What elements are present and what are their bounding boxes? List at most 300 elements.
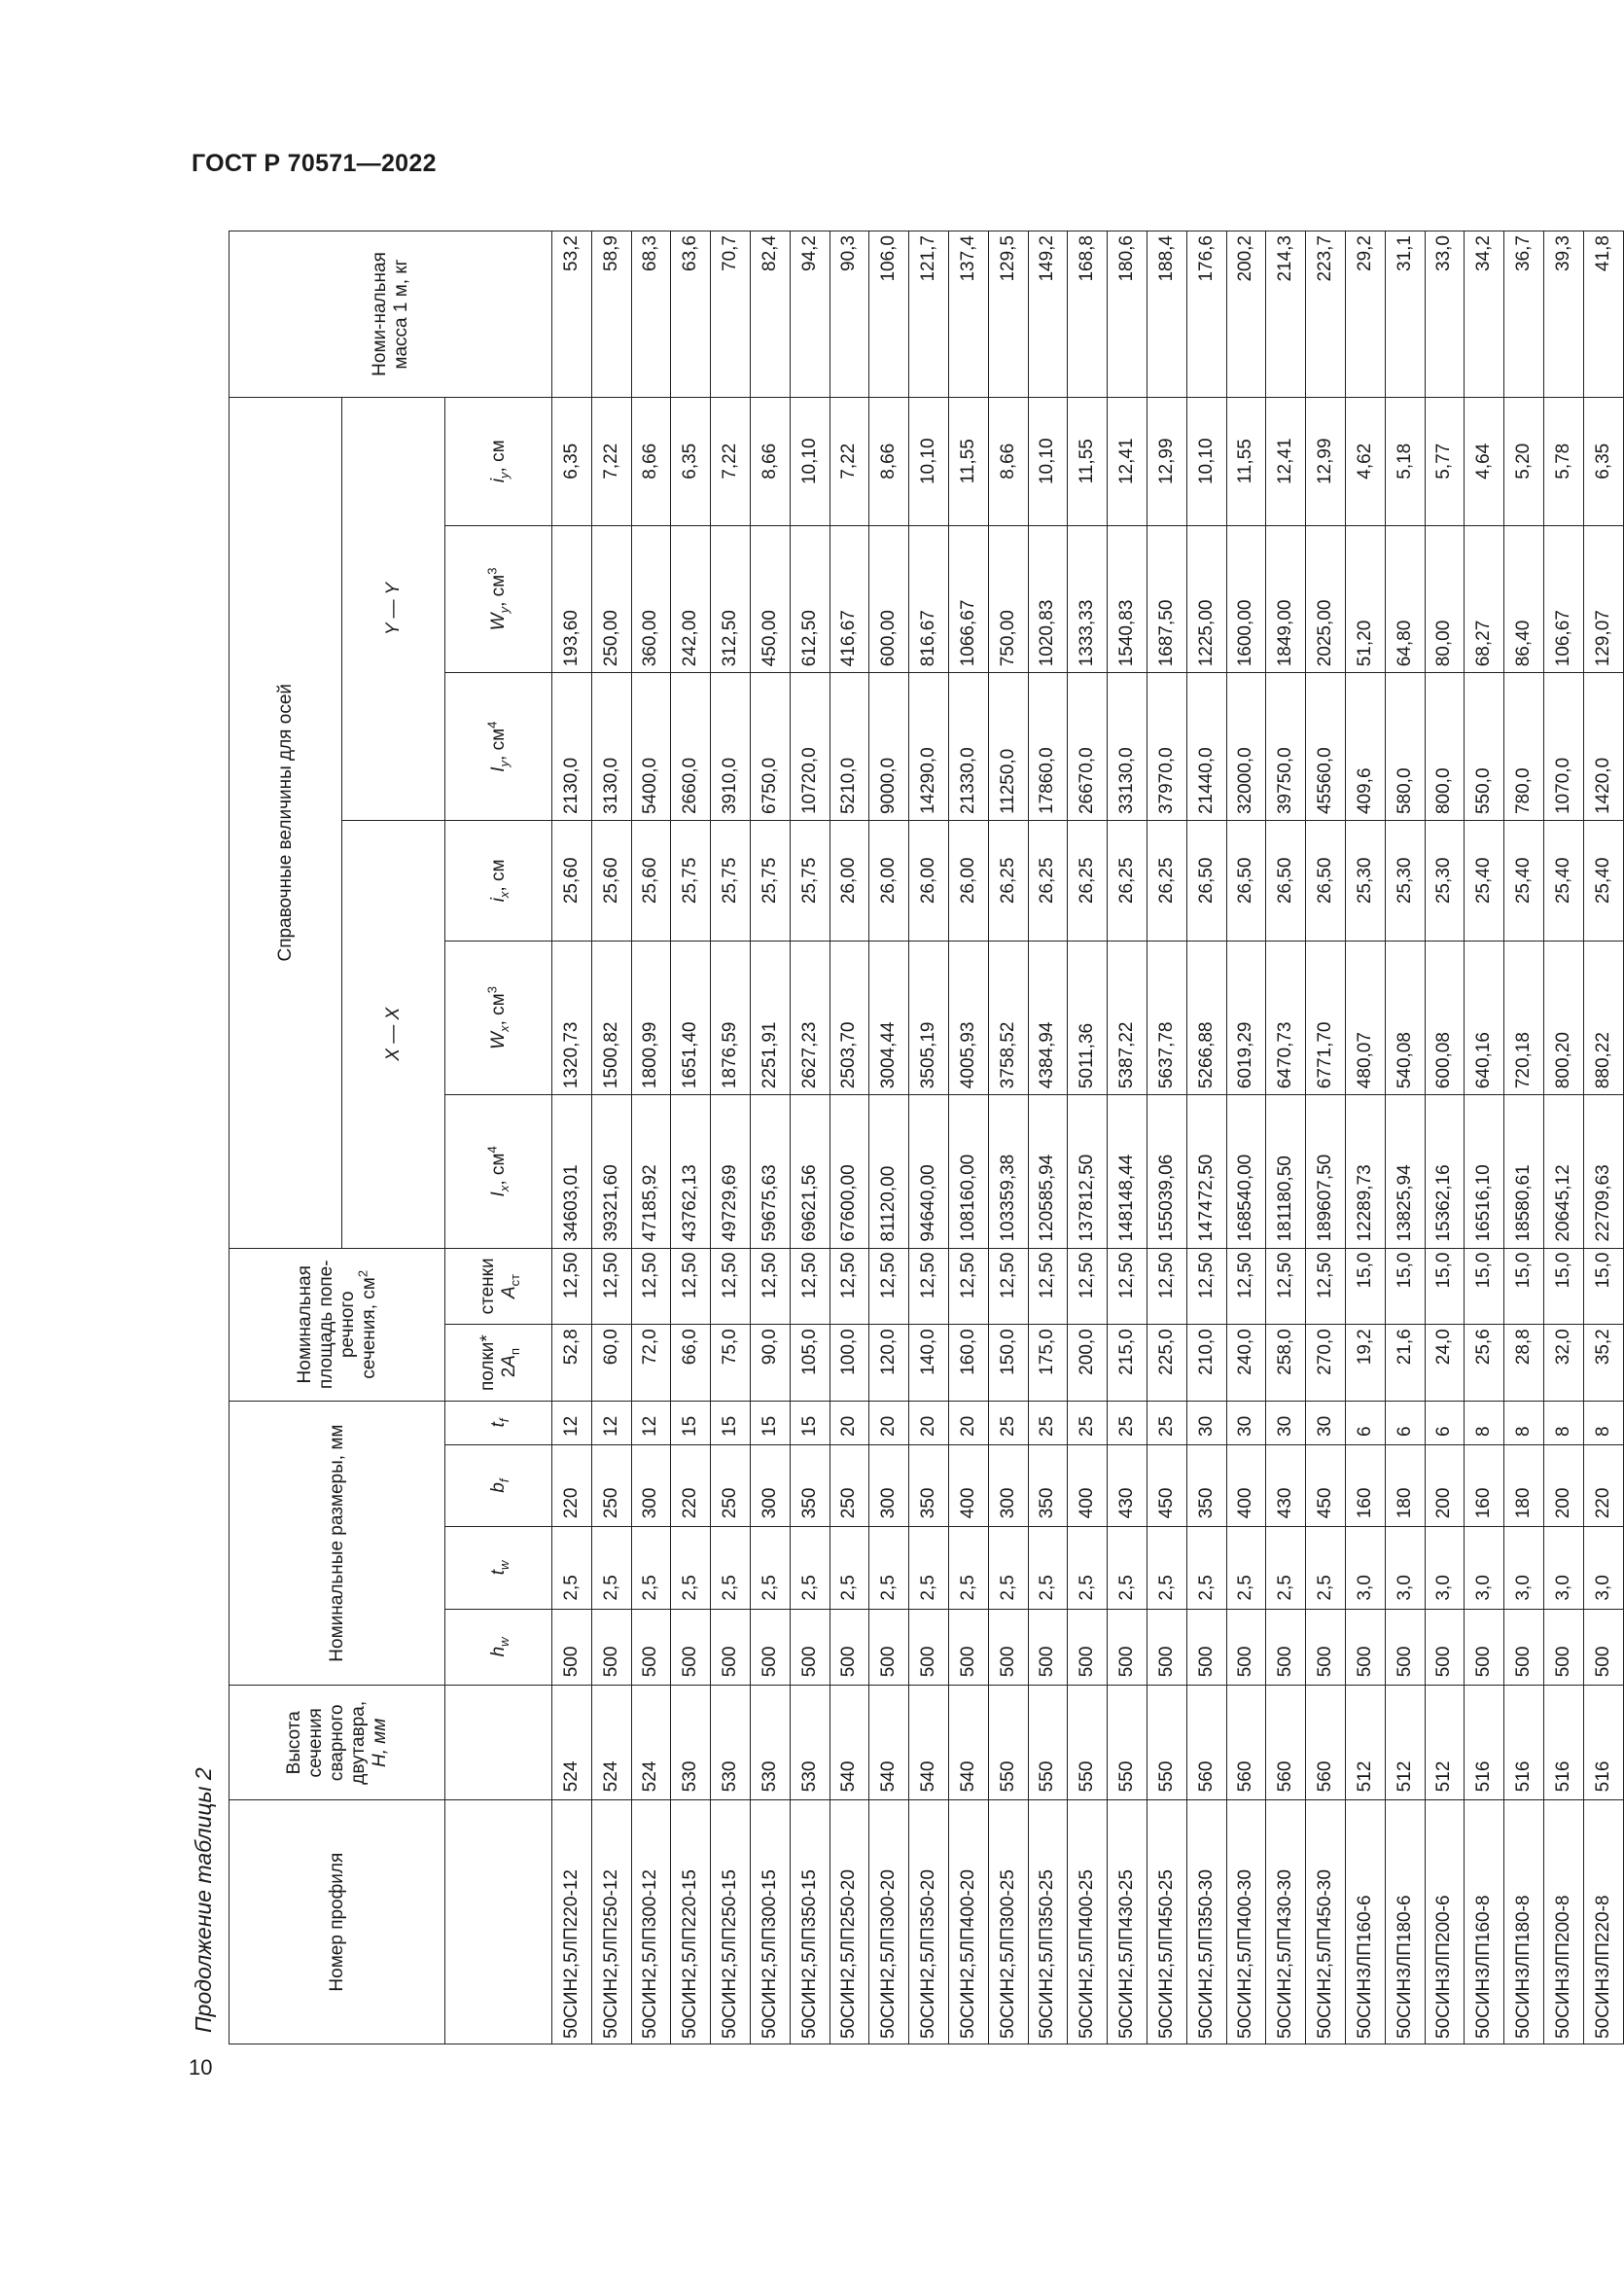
cell-section-height: 530	[750, 1686, 790, 1800]
header-axis-x: X — X	[342, 821, 445, 1249]
cell-bf: 350	[1186, 1444, 1226, 1526]
cell-wy: 750,00	[988, 525, 1028, 673]
cell-radius-y: 7,22	[830, 397, 869, 525]
cell-radius-x: 25,40	[1543, 821, 1583, 942]
cell-iy: 1070,0	[1543, 673, 1583, 821]
cell-iy: 2130,0	[552, 673, 592, 821]
cell-wx: 5011,36	[1068, 941, 1108, 1095]
cell-radius-y: 5,77	[1425, 397, 1465, 525]
table-row	[552, 231, 592, 2044]
cell-tf: 8	[1465, 1401, 1504, 1444]
cell-profile-number: 50СИН2,5ЛП430-25	[1108, 1800, 1147, 2044]
cell-radius-y: 12,99	[1147, 397, 1186, 525]
cell-iy: 17860,0	[1028, 673, 1068, 821]
cell-tw: 3,0	[1425, 1527, 1465, 1609]
cell-tf: 30	[1306, 1401, 1346, 1444]
cell-flange-area: 150,0	[988, 1325, 1028, 1402]
cell-wy: 80,00	[1425, 525, 1465, 673]
table-caption: Продолжение таблицы 2	[191, 1767, 216, 2033]
cell-tw: 2,5	[671, 1527, 711, 1609]
cell-hw: 500	[591, 1609, 631, 1686]
cell-iy: 3910,0	[711, 673, 751, 821]
cell-ix: 155039,06	[1147, 1095, 1186, 1248]
cell-hw: 500	[552, 1609, 592, 1686]
cell-radius-x: 26,25	[988, 821, 1028, 942]
cell-web-area: 15,0	[1465, 1248, 1504, 1325]
cell-wy: 106,67	[1543, 525, 1583, 673]
cell-tf: 15	[750, 1401, 790, 1444]
cell-iy: 6750,0	[750, 673, 790, 821]
cell-web-area: 12,50	[1147, 1248, 1186, 1325]
cell-radius-x: 26,25	[1147, 821, 1186, 942]
cell-flange-area: 90,0	[750, 1325, 790, 1402]
cell-tw: 2,5	[1306, 1527, 1346, 1609]
cell-profile-number: 50СИН2,5ЛП250-15	[711, 1800, 751, 2044]
cell-bf: 350	[790, 1444, 830, 1526]
cell-profile-number: 50СИН2,5ЛП220-15	[671, 1800, 711, 2044]
cell-radius-x: 25,75	[750, 821, 790, 942]
cell-ix: 20645,12	[1543, 1095, 1583, 1248]
cell-mass: 39,3	[1543, 231, 1583, 398]
cell-flange-area: 200,0	[1068, 1325, 1108, 1402]
cell-iy: 45560,0	[1306, 673, 1346, 821]
cell-radius-y: 12,41	[1266, 397, 1306, 525]
table-row	[1266, 231, 1306, 2044]
cell-tw: 2,5	[1108, 1527, 1147, 1609]
cell-tw: 2,5	[869, 1527, 909, 1609]
cell-profile-number: 50СИН2,5ЛП450-25	[1147, 1800, 1186, 2044]
cell-tf: 25	[1028, 1401, 1068, 1444]
cell-wy: 1687,50	[1147, 525, 1186, 673]
table-row	[988, 231, 1028, 2044]
cell-bf: 180	[1385, 1444, 1425, 1526]
cell-wx: 5387,22	[1108, 941, 1147, 1095]
cell-bf: 350	[909, 1444, 949, 1526]
cell-bf: 250	[830, 1444, 869, 1526]
cell-section-height: 516	[1583, 1686, 1623, 1800]
table-row	[591, 231, 631, 2044]
cell-mass: 137,4	[948, 231, 988, 398]
cell-flange-area: 75,0	[711, 1325, 751, 1402]
profile-properties-table	[229, 231, 1624, 2044]
table-row	[631, 231, 671, 2044]
cell-mass: 34,2	[1465, 231, 1504, 398]
cell-section-height: 560	[1266, 1686, 1306, 1800]
cell-wy: 1600,00	[1226, 525, 1266, 673]
cell-wx: 1800,99	[631, 941, 671, 1095]
cell-radius-x: 26,50	[1266, 821, 1306, 942]
cell-section-height: 560	[1186, 1686, 1226, 1800]
table-row	[1306, 231, 1346, 2044]
cell-profile-number: 50СИН2,5ЛП220-12	[552, 1800, 592, 2044]
cell-hw: 500	[711, 1609, 751, 1686]
cell-tf: 20	[909, 1401, 949, 1444]
cell-wx: 880,22	[1583, 941, 1623, 1095]
cell-mass: 106,0	[869, 231, 909, 398]
cell-profile-number: 50СИН2,5ЛП350-15	[790, 1800, 830, 2044]
cell-bf: 220	[552, 1444, 592, 1526]
header-tf: $t_f$	[445, 1401, 552, 1444]
cell-radius-x: 26,50	[1186, 821, 1226, 942]
cell-bf: 450	[1147, 1444, 1186, 1526]
cell-hw: 500	[631, 1609, 671, 1686]
cell-radius-y: 12,99	[1306, 397, 1346, 525]
cell-profile-number: 50СИН3ЛП200-6	[1425, 1800, 1465, 2044]
cell-tw: 3,0	[1504, 1527, 1544, 1609]
cell-flange-area: 225,0	[1147, 1325, 1186, 1402]
cell-hw: 500	[1543, 1609, 1583, 1686]
cell-mass: 82,4	[750, 231, 790, 398]
table-row	[1068, 231, 1108, 2044]
header-flange-area: полки* $2A_п$	[445, 1325, 552, 1402]
cell-section-height: 540	[948, 1686, 988, 1800]
header-radius-y: $i_y$, см	[445, 397, 552, 525]
cell-tf: 8	[1543, 1401, 1583, 1444]
cell-wy: 1333,33	[1068, 525, 1108, 673]
cell-web-area: 15,0	[1385, 1248, 1425, 1325]
cell-bf: 220	[1583, 1444, 1623, 1526]
cell-section-height: 530	[711, 1686, 751, 1800]
cell-ix: 181180,50	[1266, 1095, 1306, 1248]
cell-radius-x: 26,50	[1306, 821, 1346, 942]
cell-wy: 600,00	[869, 525, 909, 673]
table-row	[1543, 231, 1583, 2044]
cell-tw: 3,0	[1385, 1527, 1425, 1609]
cell-web-area: 12,50	[948, 1248, 988, 1325]
cell-bf: 450	[1306, 1444, 1346, 1526]
cell-radius-y: 6,35	[1583, 397, 1623, 525]
cell-section-height: 516	[1465, 1686, 1504, 1800]
cell-web-area: 12,50	[1108, 1248, 1147, 1325]
cell-tw: 3,0	[1345, 1527, 1385, 1609]
cell-iy: 11250,0	[988, 673, 1028, 821]
cell-flange-area: 240,0	[1226, 1325, 1266, 1402]
cell-hw: 500	[1028, 1609, 1068, 1686]
cell-ix: 16516,10	[1465, 1095, 1504, 1248]
cell-radius-y: 6,35	[552, 397, 592, 525]
cell-hw: 500	[1306, 1609, 1346, 1686]
cell-mass: 188,4	[1147, 231, 1186, 398]
cell-radius-x: 25,60	[552, 821, 592, 942]
cell-profile-number: 50СИН2,5ЛП350-20	[909, 1800, 949, 2044]
cell-profile-number: 50СИН2,5ЛП300-20	[869, 1800, 909, 2044]
cell-section-height: 550	[1028, 1686, 1068, 1800]
table-row	[909, 231, 949, 2044]
cell-hw: 500	[671, 1609, 711, 1686]
cell-wx: 3004,44	[869, 941, 909, 1095]
cell-wx: 2503,70	[830, 941, 869, 1095]
cell-section-height: 550	[1068, 1686, 1108, 1800]
cell-mass: 53,2	[552, 231, 592, 398]
cell-tf: 8	[1504, 1401, 1544, 1444]
cell-radius-y: 10,10	[1186, 397, 1226, 525]
cell-iy: 550,0	[1465, 673, 1504, 821]
cell-web-area: 12,50	[631, 1248, 671, 1325]
cell-mass: 58,9	[591, 231, 631, 398]
cell-wx: 800,20	[1543, 941, 1583, 1095]
cell-flange-area: 52,8	[552, 1325, 592, 1402]
cell-mass: 31,1	[1385, 231, 1425, 398]
cell-mass: 94,2	[790, 231, 830, 398]
cell-tw: 3,0	[1543, 1527, 1583, 1609]
cell-bf: 300	[869, 1444, 909, 1526]
cell-bf: 250	[591, 1444, 631, 1526]
cell-web-area: 12,50	[1028, 1248, 1068, 1325]
cell-tf: 20	[869, 1401, 909, 1444]
table-row	[1186, 231, 1226, 2044]
cell-radius-x: 25,60	[591, 821, 631, 942]
cell-tw: 2,5	[1068, 1527, 1108, 1609]
cell-profile-number: 50СИН2,5ЛП400-25	[1068, 1800, 1108, 2044]
cell-flange-area: 160,0	[948, 1325, 988, 1402]
cell-radius-x: 25,40	[1583, 821, 1623, 942]
cell-radius-y: 10,10	[1028, 397, 1068, 525]
cell-web-area: 12,50	[1068, 1248, 1108, 1325]
cell-ix: 59675,63	[750, 1095, 790, 1248]
cell-wy: 360,00	[631, 525, 671, 673]
cell-flange-area: 258,0	[1266, 1325, 1306, 1402]
cell-tw: 2,5	[830, 1527, 869, 1609]
cell-flange-area: 24,0	[1425, 1325, 1465, 1402]
cell-mass: 36,7	[1504, 231, 1544, 398]
cell-wx: 6019,29	[1226, 941, 1266, 1095]
cell-profile-number: 50СИН2,5ЛП450-30	[1306, 1800, 1346, 2044]
cell-mass: 63,6	[671, 231, 711, 398]
table-row	[1028, 231, 1068, 2044]
cell-flange-area: 270,0	[1306, 1325, 1346, 1402]
page-number: 10	[189, 2055, 213, 2079]
cell-tf: 20	[830, 1401, 869, 1444]
cell-profile-number: 50СИН2,5ЛП400-30	[1226, 1800, 1266, 2044]
table-row	[750, 231, 790, 2044]
cell-wx: 3758,52	[988, 941, 1028, 1095]
cell-wy: 68,27	[1465, 525, 1504, 673]
cell-bf: 400	[948, 1444, 988, 1526]
cell-flange-area: 25,6	[1465, 1325, 1504, 1402]
cell-wy: 1225,00	[1186, 525, 1226, 673]
cell-flange-area: 175,0	[1028, 1325, 1068, 1402]
cell-radius-y: 5,78	[1543, 397, 1583, 525]
cell-mass: 33,0	[1425, 231, 1465, 398]
table-row	[1226, 231, 1266, 2044]
cell-ix: 103359,38	[988, 1095, 1028, 1248]
cell-section-height: 524	[591, 1686, 631, 1800]
cell-radius-y: 8,66	[631, 397, 671, 525]
cell-iy: 14290,0	[909, 673, 949, 821]
cell-section-height: 524	[631, 1686, 671, 1800]
cell-wy: 312,50	[711, 525, 751, 673]
cell-wy: 64,80	[1385, 525, 1425, 673]
cell-wx: 5637,78	[1147, 941, 1186, 1095]
cell-mass: 90,3	[830, 231, 869, 398]
cell-tw: 2,5	[1266, 1527, 1306, 1609]
cell-hw: 500	[988, 1609, 1028, 1686]
cell-hw: 500	[1147, 1609, 1186, 1686]
cell-radius-y: 11,55	[1226, 397, 1266, 525]
cell-tf: 30	[1186, 1401, 1226, 1444]
cell-tf: 25	[1068, 1401, 1108, 1444]
cell-tf: 25	[1147, 1401, 1186, 1444]
cell-wy: 250,00	[591, 525, 631, 673]
cell-web-area: 12,50	[1226, 1248, 1266, 1325]
cell-ix: 34603,01	[552, 1095, 592, 1248]
cell-radius-y: 8,66	[988, 397, 1028, 525]
cell-section-height: 560	[1306, 1686, 1346, 1800]
cell-web-area: 15,0	[1504, 1248, 1544, 1325]
cell-ix: 168540,00	[1226, 1095, 1266, 1248]
cell-wx: 4005,93	[948, 941, 988, 1095]
header-section-height: Высота сечения сварного двутавра, H, мм	[229, 1686, 445, 1800]
table-row	[1583, 231, 1623, 2044]
cell-section-height: 540	[830, 1686, 869, 1800]
cell-radius-y: 11,55	[1068, 397, 1108, 525]
cell-iy: 780,0	[1504, 673, 1544, 821]
cell-flange-area: 105,0	[790, 1325, 830, 1402]
cell-bf: 350	[1028, 1444, 1068, 1526]
cell-flange-area: 66,0	[671, 1325, 711, 1402]
cell-wy: 1020,83	[1028, 525, 1068, 673]
cell-hw: 500	[1068, 1609, 1108, 1686]
cell-tf: 6	[1425, 1401, 1465, 1444]
table-row	[1465, 231, 1504, 2044]
cell-mass: 129,5	[988, 231, 1028, 398]
cell-iy: 21330,0	[948, 673, 988, 821]
table-header	[229, 231, 552, 2044]
header-nominal-mass: Номи-нальная масса 1 м, кг	[229, 231, 552, 398]
cell-wx: 1876,59	[711, 941, 751, 1095]
cell-radius-x: 25,75	[671, 821, 711, 942]
cell-wx: 720,18	[1504, 941, 1544, 1095]
cell-ix: 43762,13	[671, 1095, 711, 1248]
cell-profile-number: 50СИН2,5ЛП350-30	[1186, 1800, 1226, 2044]
cell-web-area: 12,50	[750, 1248, 790, 1325]
cell-web-area: 12,50	[1186, 1248, 1226, 1325]
cell-bf: 430	[1108, 1444, 1147, 1526]
cell-wy: 86,40	[1504, 525, 1544, 673]
cell-ix: 189607,50	[1306, 1095, 1346, 1248]
cell-tf: 25	[1108, 1401, 1147, 1444]
cell-tf: 12	[591, 1401, 631, 1444]
cell-tw: 2,5	[790, 1527, 830, 1609]
cell-profile-number: 50СИН2,5ЛП300-12	[631, 1800, 671, 2044]
cell-section-height: 516	[1504, 1686, 1544, 1800]
table-row	[790, 231, 830, 2044]
cell-hw: 500	[1583, 1609, 1623, 1686]
cell-radius-y: 12,41	[1108, 397, 1147, 525]
cell-radius-x: 25,30	[1385, 821, 1425, 942]
cell-wx: 1320,73	[552, 941, 592, 1095]
rotated-table-container	[229, 231, 1613, 2044]
cell-wx: 1500,82	[591, 941, 631, 1095]
cell-wx: 6771,70	[1306, 941, 1346, 1095]
cell-ix: 15362,16	[1425, 1095, 1465, 1248]
cell-section-height: 540	[909, 1686, 949, 1800]
header-bf: $b_f$	[445, 1444, 552, 1526]
header-radius-x: $i_x$, см	[445, 821, 552, 942]
cell-hw: 500	[1345, 1609, 1385, 1686]
cell-flange-area: 32,0	[1543, 1325, 1583, 1402]
cell-tf: 30	[1266, 1401, 1306, 1444]
cell-hw: 500	[1504, 1609, 1544, 1686]
cell-radius-x: 26,00	[909, 821, 949, 942]
cell-hw: 500	[1186, 1609, 1226, 1686]
cell-bf: 300	[750, 1444, 790, 1526]
cell-hw: 500	[1226, 1609, 1266, 1686]
header-web-area: стенки $A_{ст}$	[445, 1248, 552, 1325]
cell-flange-area: 21,6	[1385, 1325, 1425, 1402]
cell-tw: 2,5	[1028, 1527, 1068, 1609]
cell-web-area: 12,50	[711, 1248, 751, 1325]
table-body	[552, 231, 1624, 2044]
cell-mass: 223,7	[1306, 231, 1346, 398]
cell-iy: 32000,0	[1226, 673, 1266, 821]
table-row	[1147, 231, 1186, 2044]
cell-section-height: 550	[1147, 1686, 1186, 1800]
cell-bf: 220	[671, 1444, 711, 1526]
cell-ix: 39321,60	[591, 1095, 631, 1248]
cell-hw: 500	[790, 1609, 830, 1686]
cell-tw: 2,5	[1186, 1527, 1226, 1609]
cell-flange-area: 72,0	[631, 1325, 671, 1402]
cell-mass: 121,7	[909, 231, 949, 398]
cell-section-height: 550	[988, 1686, 1028, 1800]
cell-section-height: 512	[1345, 1686, 1385, 1800]
cell-wy: 1849,00	[1266, 525, 1306, 673]
header-nominal-dimensions: Номинальные размеры, мм	[229, 1401, 445, 1685]
cell-ix: 22709,63	[1583, 1095, 1623, 1248]
cell-tw: 2,5	[909, 1527, 949, 1609]
cell-section-height: 550	[1108, 1686, 1147, 1800]
cell-flange-area: 140,0	[909, 1325, 949, 1402]
cell-radius-y: 6,35	[671, 397, 711, 525]
cell-section-height: 524	[552, 1686, 592, 1800]
cell-tw: 2,5	[631, 1527, 671, 1609]
cell-wy: 193,60	[552, 525, 592, 673]
cell-flange-area: 215,0	[1108, 1325, 1147, 1402]
cell-tf: 12	[552, 1401, 592, 1444]
cell-flange-area: 35,2	[1583, 1325, 1623, 1402]
cell-profile-number: 50СИН2,5ЛП400-20	[948, 1800, 988, 2044]
cell-tw: 2,5	[948, 1527, 988, 1609]
cell-radius-x: 25,40	[1465, 821, 1504, 942]
cell-ix: 108160,00	[948, 1095, 988, 1248]
cell-web-area: 12,50	[790, 1248, 830, 1325]
cell-ix: 49729,69	[711, 1095, 751, 1248]
header-iy: $I_y$, $см^4$	[445, 673, 552, 821]
cell-web-area: 15,0	[1345, 1248, 1385, 1325]
cell-mass: 70,7	[711, 231, 751, 398]
cell-radius-y: 5,18	[1385, 397, 1425, 525]
cell-bf: 180	[1504, 1444, 1544, 1526]
cell-radius-y: 4,64	[1465, 397, 1504, 525]
cell-ix: 120585,94	[1028, 1095, 1068, 1248]
cell-wy: 242,00	[671, 525, 711, 673]
cell-wy: 1066,67	[948, 525, 988, 673]
cell-radius-x: 26,00	[830, 821, 869, 942]
cell-profile-number: 50СИН2,5ЛП350-25	[1028, 1800, 1068, 2044]
cell-tw: 2,5	[711, 1527, 751, 1609]
cell-radius-x: 25,30	[1345, 821, 1385, 942]
cell-web-area: 12,50	[988, 1248, 1028, 1325]
cell-profile-number: 50СИН2,5ЛП250-12	[591, 1800, 631, 2044]
table-row	[1345, 231, 1385, 2044]
cell-iy: 800,0	[1425, 673, 1465, 821]
header-reference-values: Справочные величины для осей	[229, 397, 342, 1248]
table-row	[1108, 231, 1147, 2044]
cell-bf: 200	[1425, 1444, 1465, 1526]
cell-profile-number: 50СИН2,5ЛП250-20	[830, 1800, 869, 2044]
cell-iy: 39750,0	[1266, 673, 1306, 821]
